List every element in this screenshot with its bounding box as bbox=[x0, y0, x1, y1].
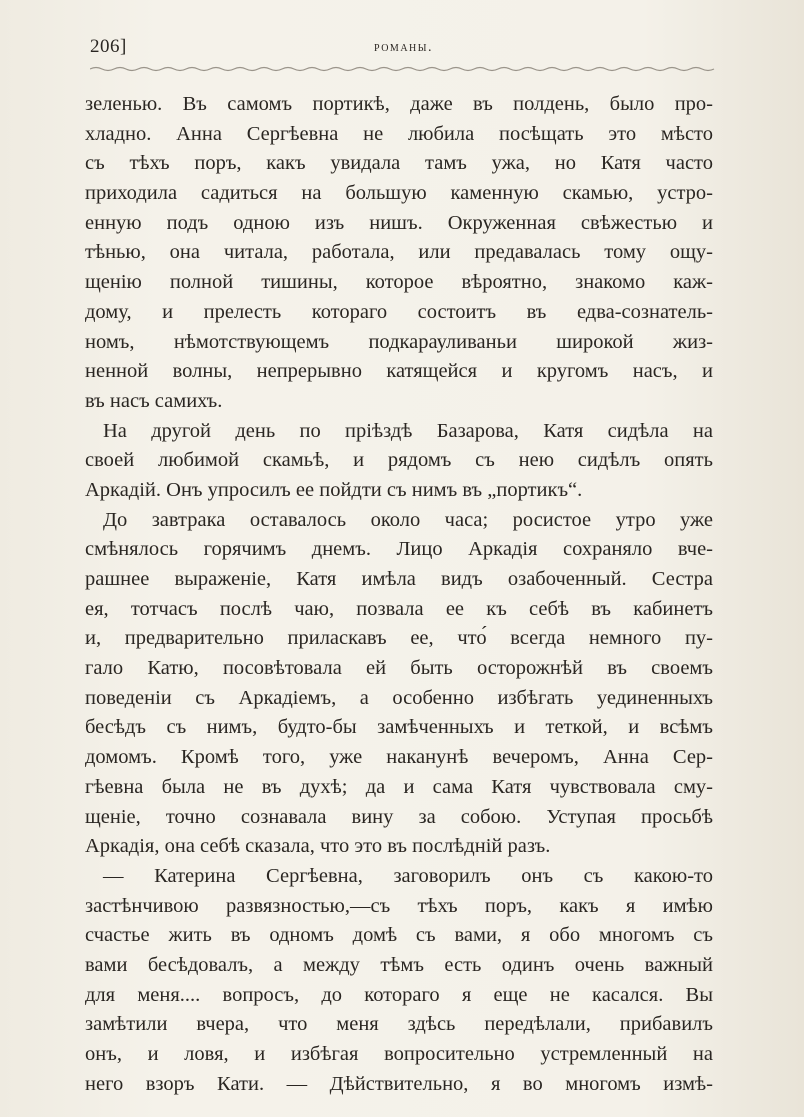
text-line: — Катерина Сергѣевна, заговорилъ онъ съ какою-то bbox=[103, 864, 713, 887]
text-line: До завтрака оставалось около часа; росистое утро уже bbox=[103, 508, 713, 531]
body-text bbox=[85, 90, 713, 1099]
text-line: ея, тотчасъ послѣ чаю, позвала ее къ себѣ въ кабинетъ bbox=[85, 597, 713, 620]
text-line: ненной волны, непрерывно катящейся и кругомъ насъ, и bbox=[85, 360, 713, 383]
text-line: номъ, нѣмотствующемъ подкарауливаньи широкой жиз- bbox=[85, 330, 713, 353]
running-head: романы. bbox=[374, 40, 433, 55]
text-line: енную подъ одною изъ нишъ. Окруженная свѣжестью и bbox=[85, 211, 713, 234]
text-line: въ насъ самихъ. bbox=[85, 389, 223, 412]
text-line: хладно. Анна Сергѣевна не любила посѣщать это мѣсто bbox=[85, 122, 713, 145]
header-rule bbox=[90, 66, 715, 72]
text-line: зеленью. Въ самомъ портикѣ, даже въ полдень, было про- bbox=[85, 93, 713, 115]
text-line: тѣнью, она читала, работала, или предавалась тому ощу- bbox=[85, 241, 713, 264]
text-line: бесѣдъ съ нимъ, будто-бы замѣченныхъ и теткой, и всѣмъ bbox=[85, 716, 713, 739]
text-line: гало Катю, посовѣтовала ей быть осторожнѣй въ своемъ bbox=[85, 657, 713, 680]
text-line: съ тѣхъ поръ, какъ увидала тамъ ужа, но Катя часто bbox=[85, 152, 713, 175]
text-line: смѣнялось горячимъ днемъ. Лицо Аркадія сохраняло вче- bbox=[85, 538, 713, 561]
text-line: Аркадій. Онъ упросилъ ее пойдти съ нимъ въ „портикъ“. bbox=[85, 478, 583, 501]
text-line: замѣтили вчера, что меня здѣсь передѣлали, прибавилъ bbox=[85, 1013, 713, 1036]
text-line: онъ, и ловя, и избѣгая вопросительно устремленный на bbox=[85, 1043, 713, 1065]
text-line: щенію полной тишины, которое вѣроятно, знакомо каж- bbox=[85, 271, 713, 294]
text-line: поведеніи съ Аркадіемъ, а особенно избѣгать уединенныхъ bbox=[85, 686, 713, 709]
text-line: На другой день по пріѣздѣ Базарова, Катя сидѣла на bbox=[103, 419, 713, 442]
text-line: Аркадія, она себѣ сказала, что это въ послѣдній разъ. bbox=[85, 835, 551, 858]
text-line: гѣевна была не въ духѣ; да и сама Катя чувствовала сму- bbox=[85, 775, 713, 798]
text-line: него взоръ Кати. — Дѣйствительно, я во многомъ измѣ- bbox=[85, 1072, 713, 1095]
text-line: и, предварительно приласкавъ ее, что́ всегда немного пу- bbox=[85, 627, 713, 650]
text-line: счастье жить въ одномъ домѣ съ вами, я обо многомъ съ bbox=[85, 924, 713, 947]
text-line: рашнее выраженіе, Катя имѣла видъ озабоченный. Сестра bbox=[85, 568, 713, 590]
text-line: вами бесѣдовалъ, а между тѣмъ есть одинъ очень важный bbox=[85, 953, 713, 976]
page-header bbox=[90, 36, 717, 62]
text-line: застѣнчивою развязностью,—съ тѣхъ поръ, какъ я имѣю bbox=[85, 894, 713, 917]
text-line: для меня.... вопросъ, до котораго я еще не касался. Вы bbox=[85, 983, 713, 1006]
page-number: 206] bbox=[90, 36, 127, 57]
text-line: дому, и прелесть котораго состоитъ въ едва-сознатель- bbox=[85, 300, 713, 323]
text-line: приходила садиться на большую каменную скамью, устро- bbox=[85, 182, 713, 205]
text-line: своей любимой скамьѣ, и рядомъ съ нею сидѣлъ опять bbox=[85, 449, 713, 472]
text-line: щеніе, точно сознавала вину за собою. Уступая просьбѣ bbox=[85, 805, 713, 828]
text-line: домомъ. Кромѣ того, уже наканунѣ вечеромъ, Анна Сер- bbox=[85, 746, 713, 769]
